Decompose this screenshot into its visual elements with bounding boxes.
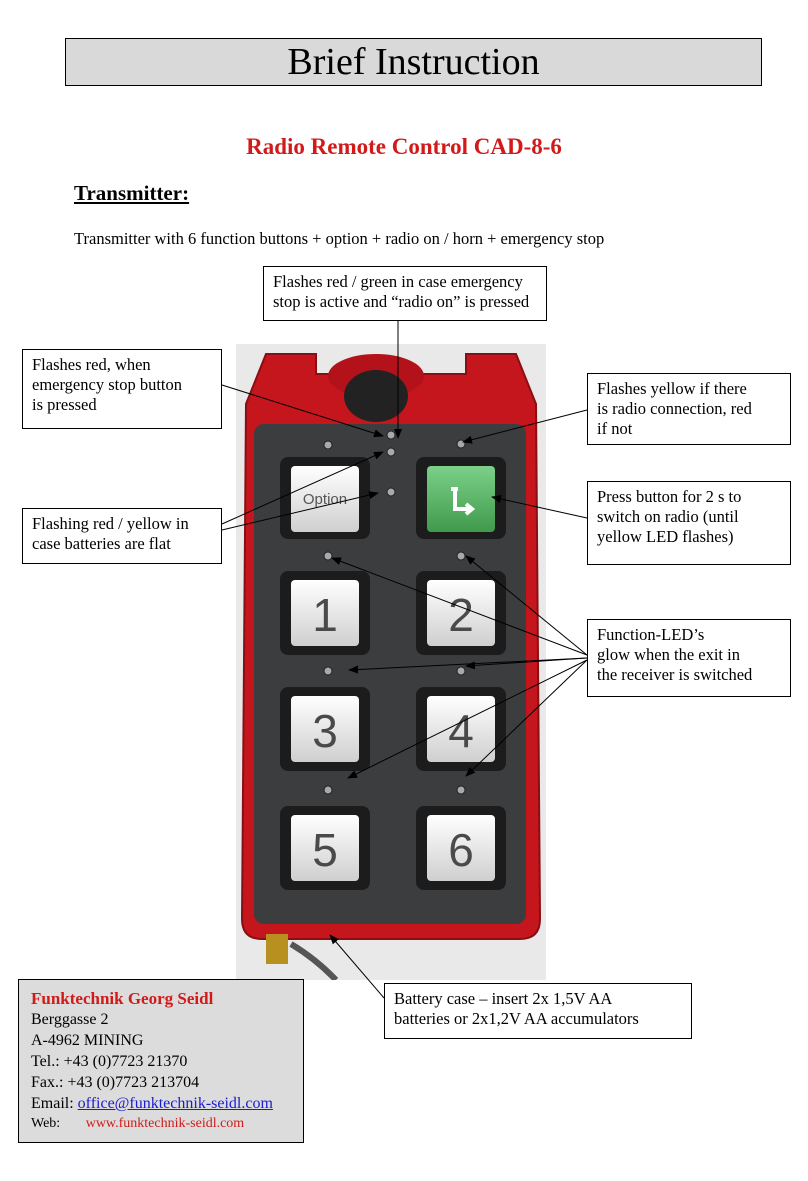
street: Berggasse 2 [31, 1011, 109, 1028]
email-link[interactable]: office@funktechnik-seidl.com [77, 1095, 273, 1112]
led-estop-green [387, 448, 395, 456]
callout-battery-led-line: case batteries are flat [32, 534, 171, 553]
callout-battery-led-line: Flashing red / yellow in [32, 514, 189, 533]
number-button-label: 4 [448, 705, 474, 757]
callout-radio-connection-line: Flashes yellow if there [597, 379, 747, 398]
web-row [31, 1114, 291, 1134]
number-button-label: 2 [448, 589, 474, 641]
number-button-label: 1 [312, 589, 338, 641]
company-name: Funktechnik Georg Seidl [31, 989, 214, 1008]
callout-radio-button-line: Press button for 2 s to [597, 487, 742, 506]
callout-radio-connection-line: if not [597, 419, 633, 438]
callout-radio-button-line: switch on radio (until [597, 507, 739, 526]
callout-top-line: Flashes red / green in case emergency [273, 272, 523, 291]
number-button-label: 5 [312, 824, 338, 876]
callout-radio-connection [587, 373, 791, 445]
led-function-3 [324, 667, 332, 675]
callout-top-line: stop is active and “radio on” is pressed [273, 292, 530, 311]
email-label: Email: [31, 1095, 74, 1112]
callout-top [263, 266, 547, 321]
callout-function-led-line: Function-LED’s [597, 625, 705, 644]
section-heading: Transmitter: [74, 181, 190, 205]
led-option [387, 488, 395, 496]
email-row [31, 1093, 291, 1114]
led-estop [387, 431, 395, 439]
led-radio-connection [457, 440, 465, 448]
led-function-1 [324, 552, 332, 560]
callout-battery-case-line: batteries or 2x1,2V AA accumulators [394, 1009, 639, 1028]
emergency-stop-base [344, 370, 408, 422]
web-link[interactable]: www.funktechnik-seidl.com [85, 1116, 245, 1131]
callout-function-led-line: glow when the exit in [597, 645, 740, 664]
title-box [65, 38, 762, 86]
callout-radio-connection-line: is radio connection, red [597, 399, 752, 418]
callout-estop [22, 349, 222, 429]
callout-function-led-line: the receiver is switched [597, 665, 753, 684]
battery-case-clip [266, 934, 288, 964]
callout-function-led [587, 619, 791, 697]
callout-estop-line: Flashes red, when [32, 355, 151, 374]
callout-radio-button [587, 481, 791, 565]
transmitter-drawing [236, 344, 546, 980]
fax: Fax.: +43 (0)7723 213704 [31, 1074, 200, 1091]
telephone: Tel.: +43 (0)7723 21370 [31, 1053, 188, 1070]
led-battery [324, 441, 332, 449]
led-function-4 [457, 667, 465, 675]
led-function-6 [457, 786, 465, 794]
number-button-label: 3 [312, 705, 338, 757]
web-label: Web: [31, 1116, 61, 1131]
callout-estop-line: emergency stop button [32, 375, 182, 394]
callout-battery-led [22, 508, 222, 564]
callout-estop-line: is pressed [32, 395, 97, 414]
callout-battery-case [384, 983, 692, 1039]
led-function-5 [324, 786, 332, 794]
page-title: Brief Instruction [287, 41, 540, 83]
intro-text: Transmitter with 6 function buttons + option + radio on / horn + emergency stop [74, 229, 605, 248]
city: A-4962 MINING [31, 1032, 144, 1049]
number-button-label: 6 [448, 824, 474, 876]
radio-on-button [427, 466, 495, 532]
document-subtitle: Radio Remote Control CAD-8-6 [246, 134, 562, 159]
led-function-2 [457, 552, 465, 560]
option-button-label: Option [302, 491, 348, 508]
transmitter-illustration [236, 344, 546, 980]
contact-box [18, 979, 304, 1143]
callout-radio-button-line: yellow LED flashes) [597, 527, 734, 546]
callout-battery-case-line: Battery case – insert 2x 1,5V AA [394, 989, 613, 1008]
